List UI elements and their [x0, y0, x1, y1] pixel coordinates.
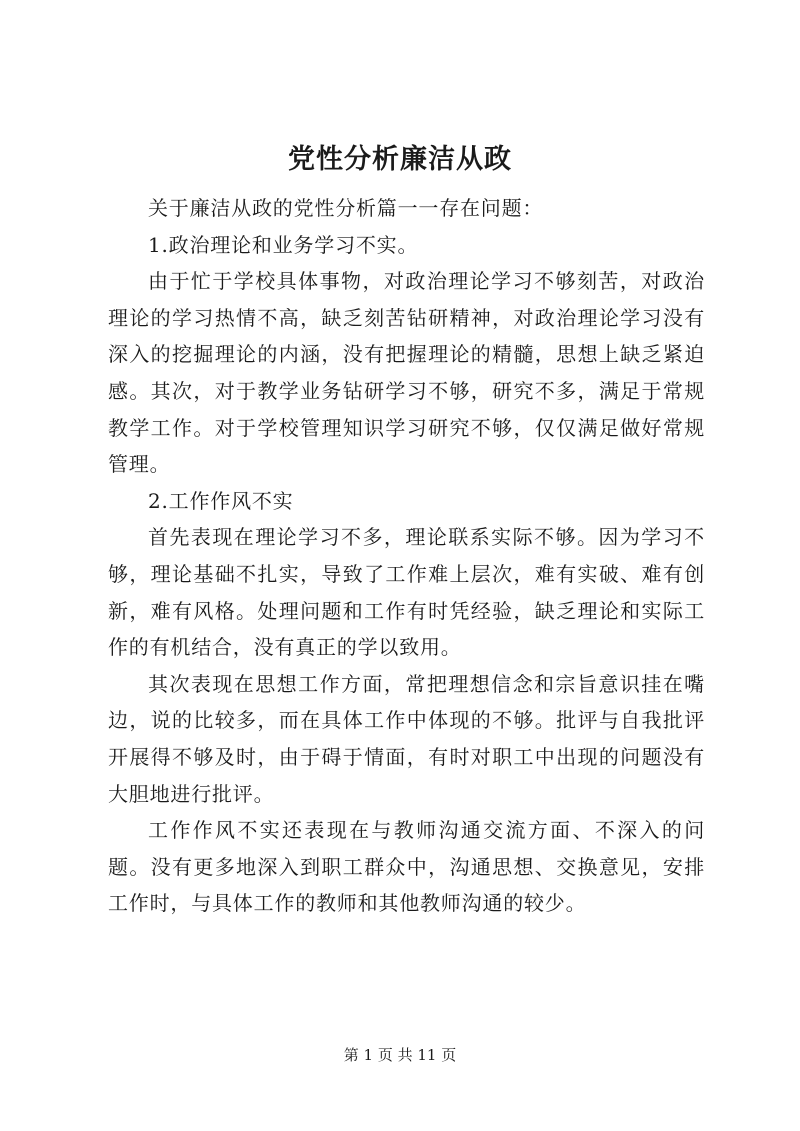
document-body	[108, 190, 705, 922]
paragraph-theory-study: 由于忙于学校具体事物，对政治理论学习不够刻苦，对政治理论的学习热情不高，缺乏刻苦钻研精神，对政治理论学习没有深入的挖掘理论的内涵，没有把握理论的精髓，思想上缺乏紧迫感。其次，对于教学业务钻研学习不够，研究不多，满足于常规教学工作。对于学校管理知识学习研究不够，仅仅满足做好常规管理。	[108, 269, 705, 477]
page-title: 党性分析廉洁从政	[288, 144, 512, 175]
paragraph-heading-2: 2.工作作风不实	[148, 488, 294, 513]
paragraph-work-style-2: 其次表现在思想工作方面，常把理想信念和宗旨意识挂在嘴边，说的比较多，而在具体工作中体现的不够。批评与自我批评开展得不够及时，由于碍于情面，有时对职工中出现的问题没有大胆地进行批评。	[108, 671, 705, 806]
paragraph-work-style-1: 首先表现在理论学习不多，理论联系实际不够。因为学习不够，理论基础不扎实，导致了工作难上层次，难有实破、难有创新，难有风格。处理问题和工作有时凭经验，缺乏理论和实际工作的有机结合，没有真正的学以致用。	[108, 525, 705, 660]
page-footer: 第 1 页 共 11 页	[343, 1046, 457, 1064]
paragraph-work-style-3: 工作作风不实还表现在与教师沟通交流方面、不深入的问题。没有更多地深入到职工群众中，沟通思想、交换意见，安排工作时，与具体工作的教师和其他教师沟通的较少。	[108, 818, 705, 916]
paragraph-heading-1: 1.政治理论和业务学习不实。	[148, 232, 419, 257]
paragraph-intro: 关于廉洁从政的党性分析篇一一存在问题：	[148, 196, 544, 220]
